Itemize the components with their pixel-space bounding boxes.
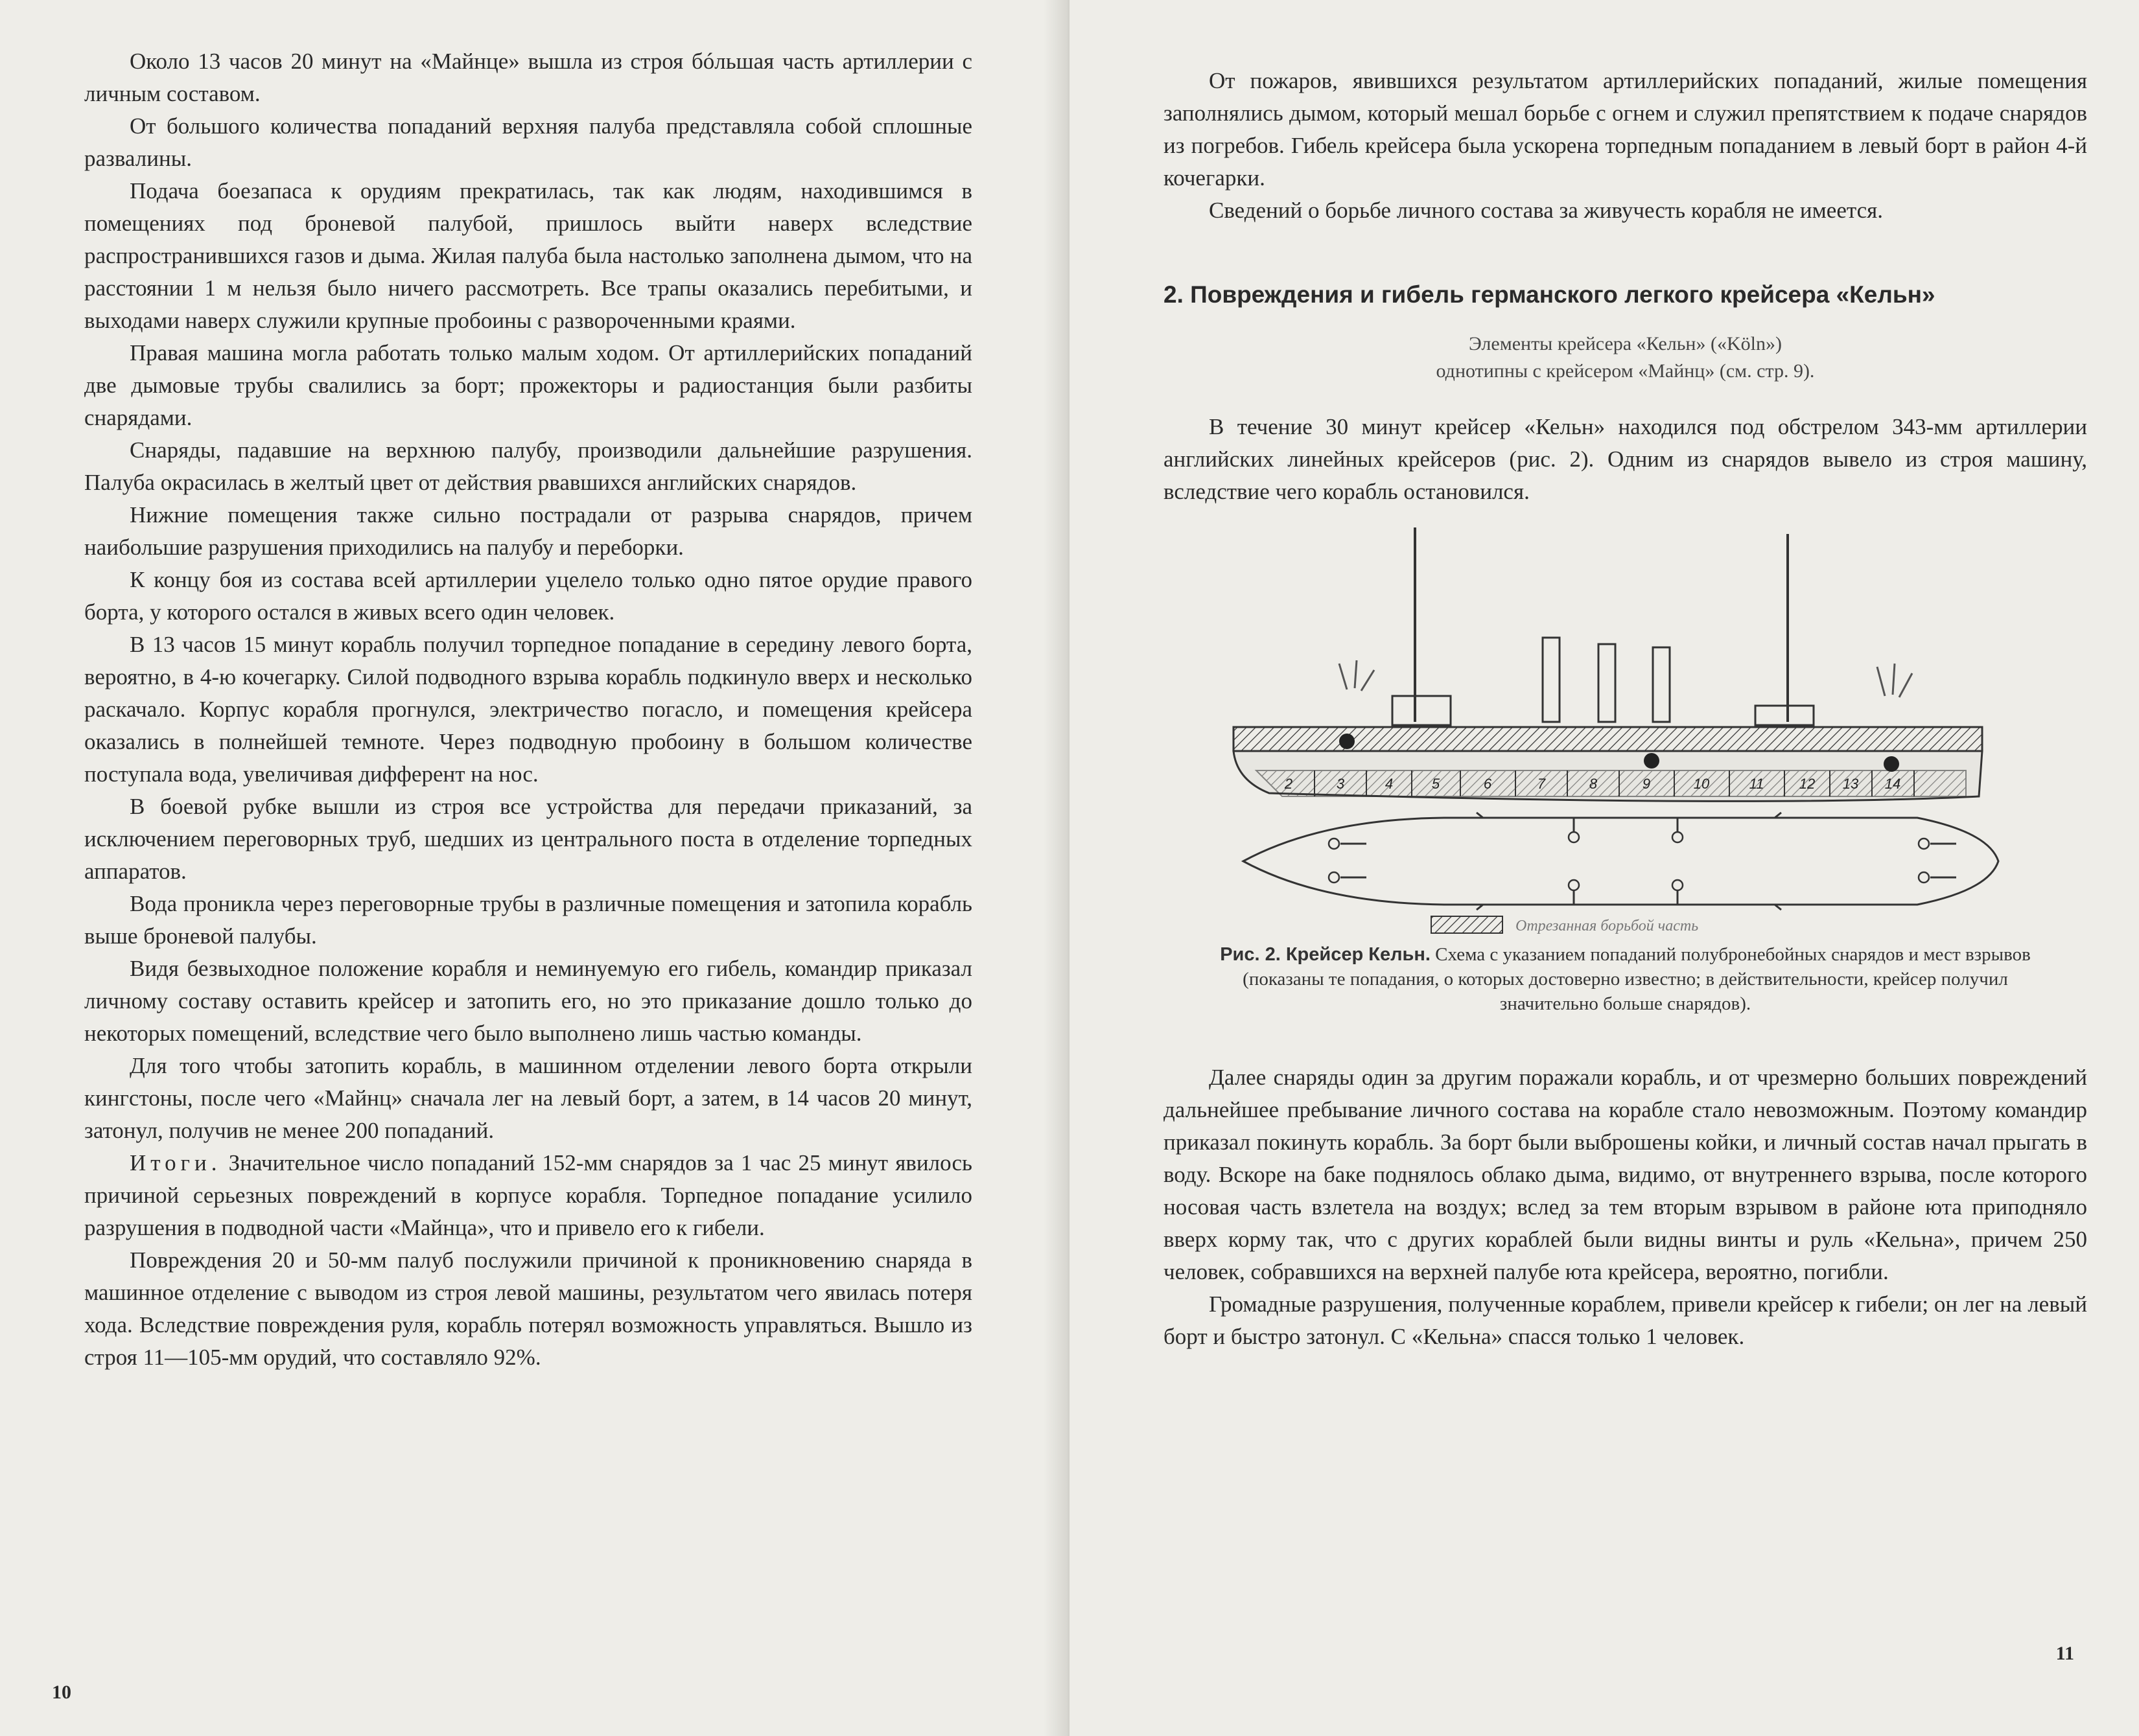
paragraph: Вода проникла через переговорные трубы в различные помещения и затопила корабль выше броневой палубы. — [84, 891, 972, 949]
caption-text: Схема с указанием попаданий полубронебойных снарядов и мест взрывов (показаны те попадания, о которых достоверно известно; в действительности, крейсер получил значительно больше снарядов). — [1243, 944, 2031, 1014]
cruiser-diagram-svg — [1172, 508, 2079, 936]
itogi-paragraph — [84, 1147, 972, 1244]
paragraph: В боевой рубке вышли из строя все устройства для передачи приказаний, за исключением переговорных труб, шедших из центрального поста в отделение торпедных аппаратов. — [84, 794, 972, 884]
compartment-label: 11 — [1749, 776, 1764, 792]
hit-marker — [1884, 756, 1899, 772]
paragraph: От большого количества попаданий верхняя палуба представляла собой сплошные развалины. — [84, 113, 972, 171]
paragraph: Нижние помещения также сильно пострадали от разрыва снарядов, причем наибольшие разрушения приходились на палубу и переборки. — [84, 502, 972, 560]
compartment-label: 6 — [1483, 776, 1491, 792]
plan-view-guns — [1340, 813, 1956, 910]
elements-line-1: Элементы крейсера «Кельн» («Köln») — [1469, 333, 1782, 354]
compartment-label: 8 — [1589, 776, 1597, 792]
paragraph: Видя безвыходное положение корабля и неминуемую его гибель, командир приказал личному составу оставить крейсер и затопить его, но это приказание дошло только до некоторых помещений, вследствие чего было выполнено лишь частью команды. — [84, 956, 972, 1046]
bridge — [1392, 696, 1451, 725]
page-number-right: 11 — [2055, 1643, 2074, 1664]
page-number-left: 10 — [52, 1682, 71, 1703]
paragraph: В 13 часов 15 минут корабль получил торпедное попадание в середину левого борта, вероятно, в 4-ю кочегарку. Силой подводного взрыва корабль подкинуло вверх и несколько раскачало. Корпус корабля прогнулся, электричество погасло, и помещения крейсера оказались в полнейшей темноте. Через подводную пробоину в большом количестве поступала вода, увеличивая дифферент на нос. — [84, 632, 972, 787]
hit-marker — [1339, 734, 1355, 749]
hit-marker — [1644, 753, 1659, 769]
funnel-2 — [1598, 644, 1615, 722]
funnel-3 — [1653, 647, 1670, 722]
cruiser-diagram — [1172, 508, 2079, 936]
paragraph: Далее снаряды один за другим поражали корабль, и от чрезмерно больших повреждений дальнейшее пребывание личного состава на корабле стало невозможным. Поэтому командир приказал покинуть корабль. За борт были выброшены койки, и личный состав начал прыгать в воду. Вскоре на баке поднялось облако дыма, видимо, от внутреннего взрыва, после которого носовая часть взлетела на воздух; вслед за тем вторым взрывом в районе юта приподняло вверх корму так, что с других кораблей были видны винты и руль «Кельна», причем 250 человек, собравшихся на верхней палубе юта крейсера, вероятно, погибли. — [1163, 1065, 2087, 1284]
legend-swatch — [1431, 916, 1502, 933]
paragraph: От пожаров, явившихся результатом артиллерийских попаданий, жилые помещения заполнялись дымом, который мешал борьбе с огнем и служил препятствием к подаче снарядов из погребов. Гибель крейсера была ускорена торпедным попаданием в левый борт в район 4-й кочегарки. — [1163, 68, 2087, 191]
legend-label: Отрезанная борьбой часть — [1515, 918, 1698, 934]
paragraph: Снаряды, падавшие на верхнюю палубу, производили дальнейшие разрушения. Палуба окрасилась в желтый цвет от действия рвавшихся английских снарядов. — [84, 437, 972, 495]
compartment-label: 2 — [1284, 776, 1292, 792]
compartment-label: 14 — [1884, 776, 1900, 792]
compartment-label: 5 — [1431, 776, 1440, 792]
explosion-mark-fore — [1339, 660, 1374, 691]
paragraph: Около 13 часов 20 минут на «Майнце» вышла из строя бóльшая часть артиллерии с личным составом. — [84, 49, 972, 106]
compartment-label: 3 — [1336, 776, 1344, 792]
itogi-label: Итоги. — [130, 1150, 222, 1175]
elements-line-2: однотипны с крейсером «Майнц» (см. стр. 9). — [1436, 360, 1815, 382]
compartment-label: 12 — [1799, 776, 1815, 792]
compartment-band — [1256, 770, 1966, 796]
elements-note — [1163, 330, 2087, 385]
caption-title: Рис. 2. Крейсер Кельн. — [1220, 944, 1431, 965]
itogi-text: Значительное число попаданий 152-мм снарядов за 1 час 25 минут явилось причиной серьезных повреждений в корпусе корабля. Торпедное попадание усилило разрушения в подводной части «Майнца», что и привело его к гибели. — [84, 1150, 972, 1240]
paragraph: К концу боя из состава всей артиллерии уцелело только одно пятое орудие правого борта, у которого остался в живых всего один человек. — [84, 567, 972, 625]
right-page — [1070, 0, 2139, 1736]
paragraph: В течение 30 минут крейсер «Кельн» находился под обстрелом 343-мм артиллерии английских линейных крейсеров (рис. 2). Одним из снарядов вывело из строя машину, вследствие чего корабль остановился. — [1163, 414, 2087, 504]
plan-view-hull — [1243, 818, 1998, 905]
paragraph: Для того чтобы затопить корабль, в машинном отделении левого борта открыли кингстоны, после чего «Майнц» сначала лег на левый борт, а затем, в 14 часов 20 минут, затонул, получив не менее 200 попаданий. — [84, 1053, 972, 1143]
figure-caption — [1202, 942, 2048, 1016]
compartment-label: 9 — [1642, 776, 1650, 792]
paragraph: Громадные разрушения, полученные кораблем, привели крейсер к гибели; он лег на левый борт и быстро затонул. С «Кельна» спасся только 1 человек. — [1163, 1291, 2087, 1349]
compartment-label: 13 — [1842, 776, 1858, 792]
paragraph: Повреждения 20 и 50-мм палуб послужили причиной к проникновению снаряда в машинное отделение с выводом из строя левой машины, результатом чего явилась потеря хода. Вследствие повреждения руля, корабль потерял возможность управляться. Вышло из строя 11—105-мм орудий, что составляло 92%. — [84, 1247, 972, 1370]
aft-structure — [1755, 706, 1814, 725]
funnel-1 — [1543, 638, 1560, 722]
compartment-label: 4 — [1385, 776, 1393, 792]
explosion-mark-aft — [1877, 664, 1912, 697]
paragraph: Подача боезапаса к орудиям прекратилась, так как людям, находившимся в помещениях под броневой палубой, пришлось выйти наверх вследствие распространившихся газов и дыма. Жилая палуба была настолько заполнена дымом, что на расстоянии 1 м нельзя было ничего рассмотреть. Все трапы оказались перебитыми, и выходами наверх служили крупные пробоины с развороченными краями. — [84, 178, 972, 333]
paragraph: Сведений о борьбе личного состава за живучесть корабля не имеется. — [1209, 198, 1883, 223]
compartment-label: 7 — [1537, 776, 1545, 792]
paragraph: Правая машина могла работать только малым ходом. От артиллерийских попаданий две дымовые трубы свалились за борт; прожекторы и радиостанция были разбиты снарядами. — [84, 340, 972, 430]
compartment-label: 10 — [1693, 776, 1709, 792]
section-title: 2. Повреждения и гибель германского легкого крейсера «Кельн» — [1163, 281, 1935, 308]
